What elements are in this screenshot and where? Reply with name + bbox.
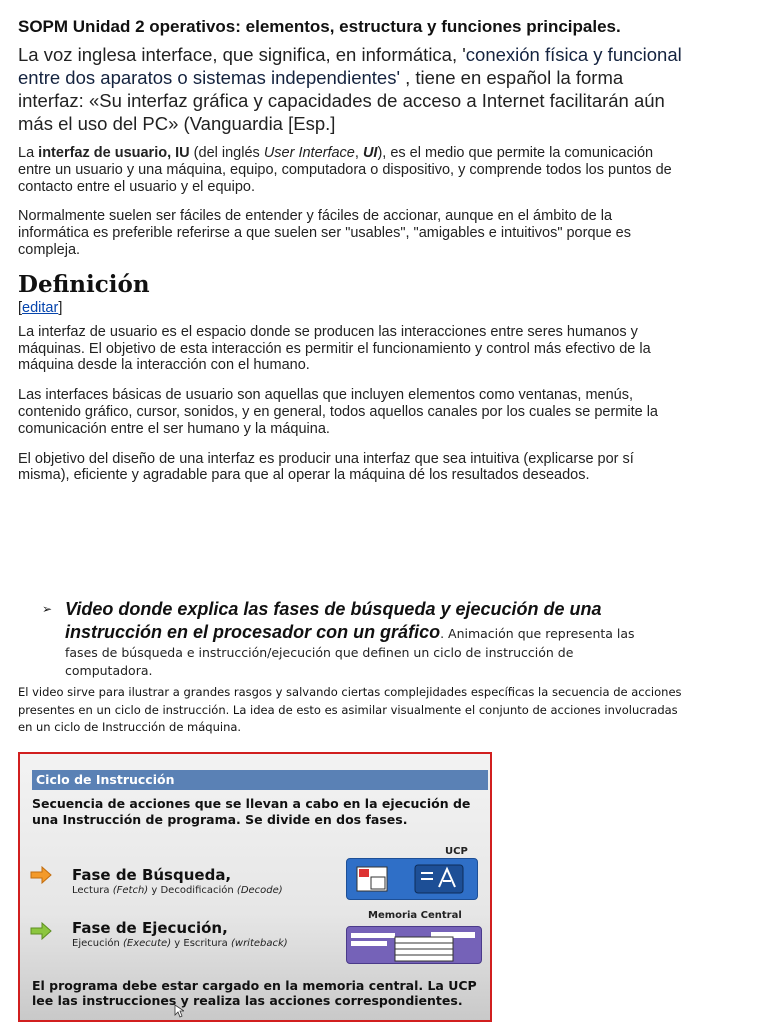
- lead-paragraph: [18, 43, 683, 135]
- lead-text-2: , tiene en español la forma interfaz: «Su interfaz gráfica y capacidades de acceso a Internet facilitarán aún más el uso del PC» (Vanguardia [Esp.]: [18, 67, 665, 134]
- intro-text: La: [18, 145, 39, 161]
- detail-term: (Decode): [236, 885, 283, 896]
- definition-heading: Definición: [18, 270, 150, 298]
- lead-text-1: La voz inglesa interface, que significa, en informática, ': [18, 44, 466, 65]
- execute-phase: [72, 919, 288, 950]
- ucp-diagram: [346, 858, 478, 900]
- edit-bracket: [: [18, 299, 23, 316]
- intro-paragraph-2: Normalmente suelen ser fáciles de entender y fáciles de accionar, aunque en el ámbito de la informática es preferible referirse a que suelen ser "usables", "amigables e intuitivos" porque es compleja.: [18, 208, 631, 258]
- orange-arrow-icon: [30, 866, 52, 884]
- instruction-cycle-figure[interactable]: [18, 752, 492, 1022]
- edit-bracket: ]: [58, 299, 63, 316]
- detail-text: Ejecución: [72, 938, 123, 949]
- detail-text: y Escritura: [171, 938, 231, 949]
- definition-paragraph-1: La interfaz de usuario es el espacio donde se producen las interacciones entre seres humanos y máquinas. El objetivo de esta interacción es permitir el funcionamiento y control más efectivo de la máquina desde la interacción con el humano.: [18, 323, 651, 374]
- detail-term: (Execute): [123, 938, 172, 949]
- intro-paragraph-1: [18, 145, 683, 195]
- edit-link[interactable]: editar: [22, 299, 59, 316]
- document-body: [18, 16, 683, 484]
- intro-term-abbr: UI: [362, 145, 378, 161]
- intro-term-english: User Interface: [263, 145, 355, 161]
- execute-phase-title: Fase de Ejecución,: [72, 919, 228, 937]
- memory-diagram: [346, 926, 482, 964]
- figure-footer: El programa debe estar cargado en la memoria central. La UCP lee las instrucciones y realiza las acciones correspondientes.: [32, 978, 477, 1008]
- video-note: El video sirve para ilustrar a grandes rasgos y salvando ciertas complejidades específicas la secuencia de acciones presentes en un ciclo de instrucción. La idea de esto es asimilar visualmente el conjunto de acciones involucradas en un ciclo de Instrucción de máquina.: [18, 685, 682, 734]
- bullet-arrow-icon: ➢: [42, 602, 53, 616]
- ucp-label: UCP: [445, 846, 468, 857]
- hand-cursor-icon: [174, 1004, 184, 1018]
- definition-paragraph-2: Las interfaces básicas de usuario son aquellas que incluyen elementos como ventanas, menús, contenido gráfico, cursor, sonidos, y en general, todos aquellos canales por los cuales se permite la comunicación entre el ser humano y la máquina.: [18, 387, 658, 437]
- video-description: . Animación que representa las fases de búsqueda e instrucción/ejecución que definen un ciclo de instrucción de computadora.: [65, 626, 635, 678]
- intro-text: ), es el medio que permite la comunicación entre un usuario y una máquina, equipo, computadora o dispositivo, y comprende todos los puntos de contacto entre el usuario y el equipo.: [18, 145, 672, 195]
- intro-text: (del inglés: [189, 145, 264, 161]
- detail-term: (writeback): [230, 938, 288, 949]
- lead-quote: conexión física y funcional entre dos aparatos o sistemas independientes': [18, 44, 682, 88]
- fetch-phase-title: Fase de Búsqueda,: [72, 866, 232, 884]
- fetch-phase: [72, 866, 283, 897]
- intro-text: ,: [354, 145, 363, 161]
- detail-text: y Decodificación: [148, 885, 237, 896]
- fetch-phase-detail: [72, 884, 283, 897]
- edit-section: [18, 300, 683, 316]
- definition-paragraph-3: El objetivo del diseño de una interfaz es producir una interfaz que sea intuitiva (explicarse por sí misma), eficiente y agradable para que al operar la máquina dé los resultados deseados.: [18, 450, 634, 484]
- video-title: Video donde explica las fases de búsqueda y ejecución de una instrucción en el procesador con un gráfico: [65, 599, 602, 642]
- memory-label: Memoria Central: [368, 910, 462, 921]
- green-arrow-icon: [30, 922, 52, 940]
- memory-icon: [347, 927, 481, 963]
- figure-header: Ciclo de Instrucción: [32, 770, 488, 790]
- intro-term: interfaz de usuario, IU: [38, 145, 190, 161]
- ucp-icon: [347, 859, 477, 899]
- detail-term: (Fetch): [112, 885, 149, 896]
- figure-subtitle: Secuencia de acciones que se llevan a cabo en la ejecución de una Instrucción de programa. Se divide en dos fases.: [32, 796, 471, 827]
- execute-phase-detail: [72, 937, 288, 950]
- detail-text: Lectura: [72, 885, 113, 896]
- page-title: SOPM Unidad 2 operativos: elementos, estructura y funciones principales.: [18, 17, 621, 36]
- video-bullet-item: [42, 598, 662, 680]
